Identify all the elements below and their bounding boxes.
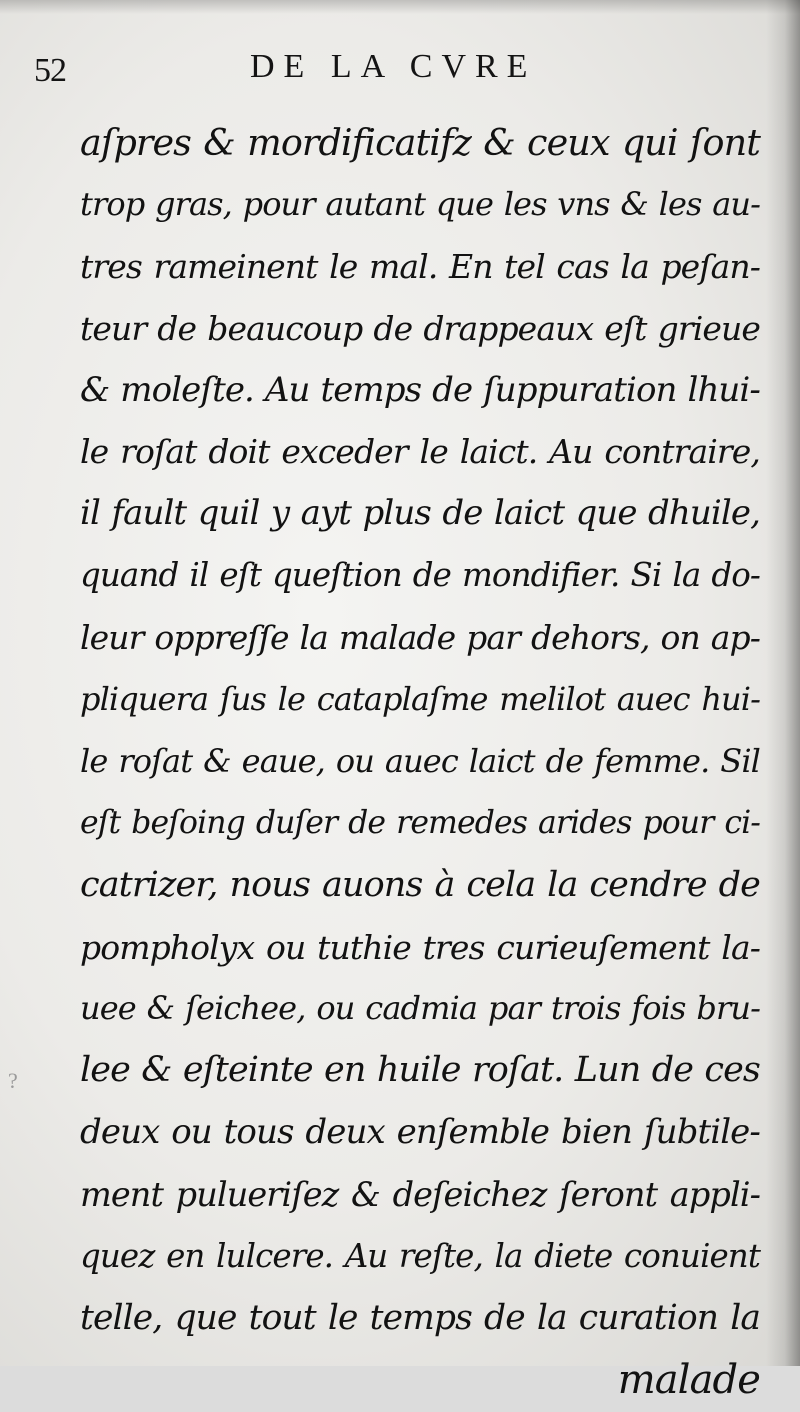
text-line: quez en lulcere. Au reſte, la diete conuient xyxy=(80,1237,760,1276)
page-top-edge-shadow xyxy=(0,0,800,14)
text-line: teur de beaucoup de drappeaux eſt grieue xyxy=(80,308,760,348)
text-line: eſt beſoing duſer de remedes arides pour ci- xyxy=(80,804,760,841)
text-line: quand il eſt queſtion de mondifier. Si la do- xyxy=(80,556,760,595)
text-line: leur oppreſſe la malade par dehors, on ap- xyxy=(80,618,760,658)
margin-mark: ? xyxy=(8,1068,18,1093)
text-line: le roſat & eaue, ou auec laict de femme. Sil xyxy=(80,741,760,780)
text-line: catrizer, nous auons à cela la cendre de xyxy=(80,864,760,905)
text-line: pliquera ſus le cataplaſme melilot auec hui- xyxy=(80,680,760,719)
text-line: ment pulueriſez & deſeichez ſeront appli- xyxy=(80,1175,760,1215)
page-gutter-shadow xyxy=(766,0,800,1366)
text-line: pompholyx ou tuthie tres curieuſement la- xyxy=(80,927,760,967)
text-line: uee & ſeichee, ou cadmia par trois fois bru- xyxy=(80,989,760,1028)
text-line: trop gras, pour autant que les vns & les au- xyxy=(80,184,760,223)
text-line: telle, que tout le temps de la curation la xyxy=(80,1297,760,1338)
page-number: 52 xyxy=(34,52,66,89)
body-text xyxy=(80,112,760,1412)
text-line: lee & eſteinte en huile roſat. Lun de ces xyxy=(80,1050,760,1091)
text-line: deux ou tous deux enſemble bien ſubtile- xyxy=(80,1112,760,1153)
text-line: tres rameinent le mal. En tel cas la peſan- xyxy=(80,246,760,286)
text-line: le roſat doit exceder le laict. Au contraire, xyxy=(80,432,760,472)
text-line: & moleſte. Au temps de ſuppuration lhui- xyxy=(80,369,760,410)
text-line: aſpres & mordificatifz & ceux qui ſont xyxy=(80,121,760,164)
running-head: DE LA CVRE xyxy=(250,48,537,85)
catchword: malade xyxy=(617,1356,760,1403)
text-line: il fault quil y ayt plus de laict que dhuile, xyxy=(80,493,760,534)
